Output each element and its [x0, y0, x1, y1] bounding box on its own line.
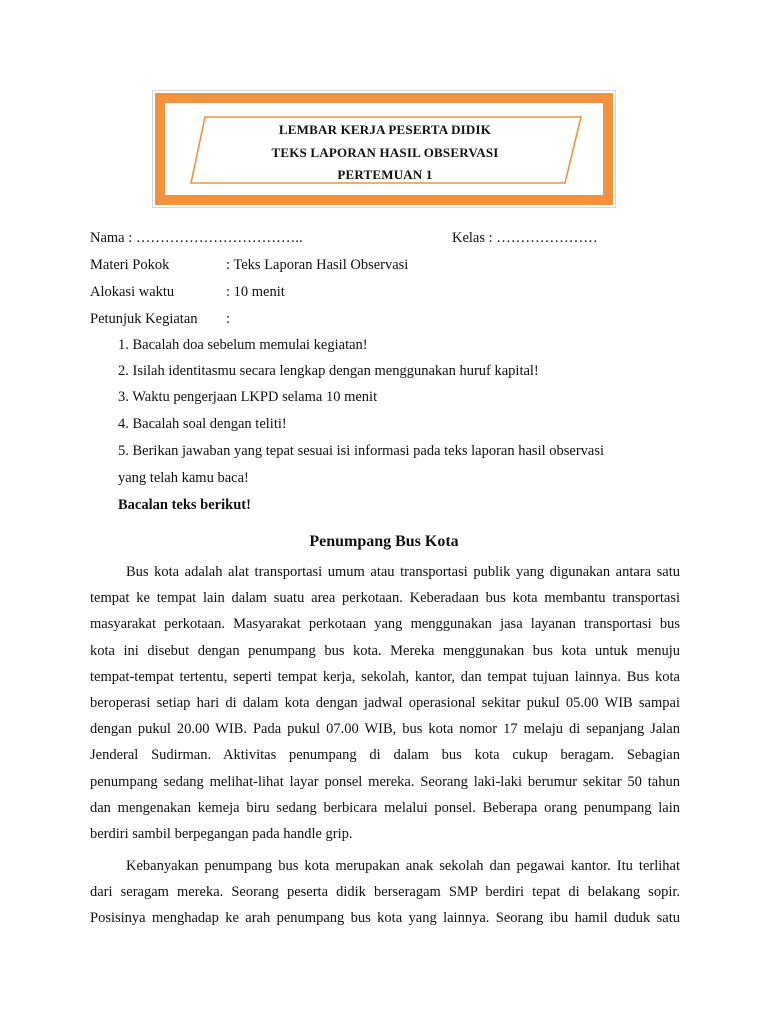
paragraph-line: dengan pukul 20.00 WIB. Pada pukul 07.00 WIB, bus kota nomor 17 melaju di sepanjang Jalan: [90, 721, 680, 738]
paragraph-line: Bus kota adalah alat transportasi umum atau transportasi publik yang digunakan antara satu: [126, 564, 680, 580]
instruction-item: 3. Waktu pengerjaan LKPD selama 10 menit: [118, 389, 378, 405]
paragraph-line: tempat-tempat tertentu, seperti tempat kerja, sekolah, kantor, dan tempat tujuan lainnya. Bus kota: [90, 668, 680, 685]
paragraph-line: Kebanyakan penumpang bus kota merupakan anak sekolah dan pegawai kantor. Itu terlihat: [126, 858, 680, 874]
article-title: Penumpang Bus Kota: [309, 533, 459, 550]
materi-pokok-value: : Teks Laporan Hasil Observasi: [226, 257, 409, 273]
header-title-line2: TEKS LAPORAN HASIL OBSERVASI: [271, 145, 499, 160]
kelas-field: Kelas : …………………: [452, 230, 598, 246]
paragraph-line: masyarakat perkotaan. Masyarakat perkotaan yang menggunakan jasa layanan transportasi bus: [90, 616, 680, 633]
instruction-item: 4. Bacalah soal dengan teliti!: [118, 416, 287, 432]
header-title-line1: LEMBAR KERJA PESERTA DIDIK: [278, 122, 492, 137]
paragraph-line: dari seragam mereka. Seorang peserta didik berseragam SMP berdiri tepat di belakang sopir.: [90, 884, 680, 901]
paragraph-line: Jenderal Sudirman. Aktivitas penumpang di dalam bus kota cukup beragam. Sebagian: [90, 747, 680, 764]
paragraph-line: Posisinya menghadap ke arah penumpang bus kota yang lainnya. Seorang ibu hamil duduk satu: [90, 910, 680, 927]
paragraph-line: penumpang sedang melihat-lihat layar ponsel mereka. Seorang laki-laki berumur sekitar 50 tahun: [90, 773, 680, 790]
paragraph-line: berdiri sambil berpegangan pada handle grip.: [90, 825, 353, 842]
paragraph-line: dan mengenakan kemeja biru sedang berbicara melalui ponsel. Beberapa orang penumpang lain: [90, 799, 680, 816]
paragraph-line: kota ini disebut dengan penumpang bus kota. Mereka menggunakan bus kota untuk menuju: [90, 642, 680, 659]
paragraph-line: beroperasi setiap hari di dalam kota dengan jadwal operasional sekitar pukul 05.00 WIB sampai: [90, 694, 680, 711]
petunjuk-kegiatan-label: Petunjuk Kegiatan: [90, 311, 198, 327]
header-title-line3: PERTEMUAN 1: [337, 167, 433, 182]
instruction-item: 5. Berikan jawaban yang tepat sesuai isi informasi pada teks laporan hasil observasi: [118, 443, 605, 459]
instruction-item-continuation: yang telah kamu baca!: [118, 470, 249, 486]
header-banner: [152, 90, 616, 208]
alokasi-waktu-value: : 10 menit: [226, 284, 285, 300]
article-paragraph-2: [90, 853, 680, 932]
nama-field: Nama : ……………………………..: [90, 230, 303, 246]
read-prompt: Bacalan teks berikut!: [118, 497, 251, 513]
article-paragraph-1: [90, 559, 680, 847]
instruction-item: 1. Bacalah doa sebelum memulai kegiatan!: [118, 337, 368, 353]
paragraph-line: tempat ke tempat lain dalam suatu area perkotaan. Keberadaan bus kota membantu transportasi: [90, 590, 680, 607]
materi-pokok-label: Materi Pokok: [90, 257, 170, 273]
instruction-item: 2. Isilah identitasmu secara lengkap dengan menggunakan huruf kapital!: [118, 363, 539, 379]
alokasi-waktu-label: Alokasi waktu: [90, 284, 175, 300]
petunjuk-kegiatan-colon: :: [226, 311, 231, 327]
